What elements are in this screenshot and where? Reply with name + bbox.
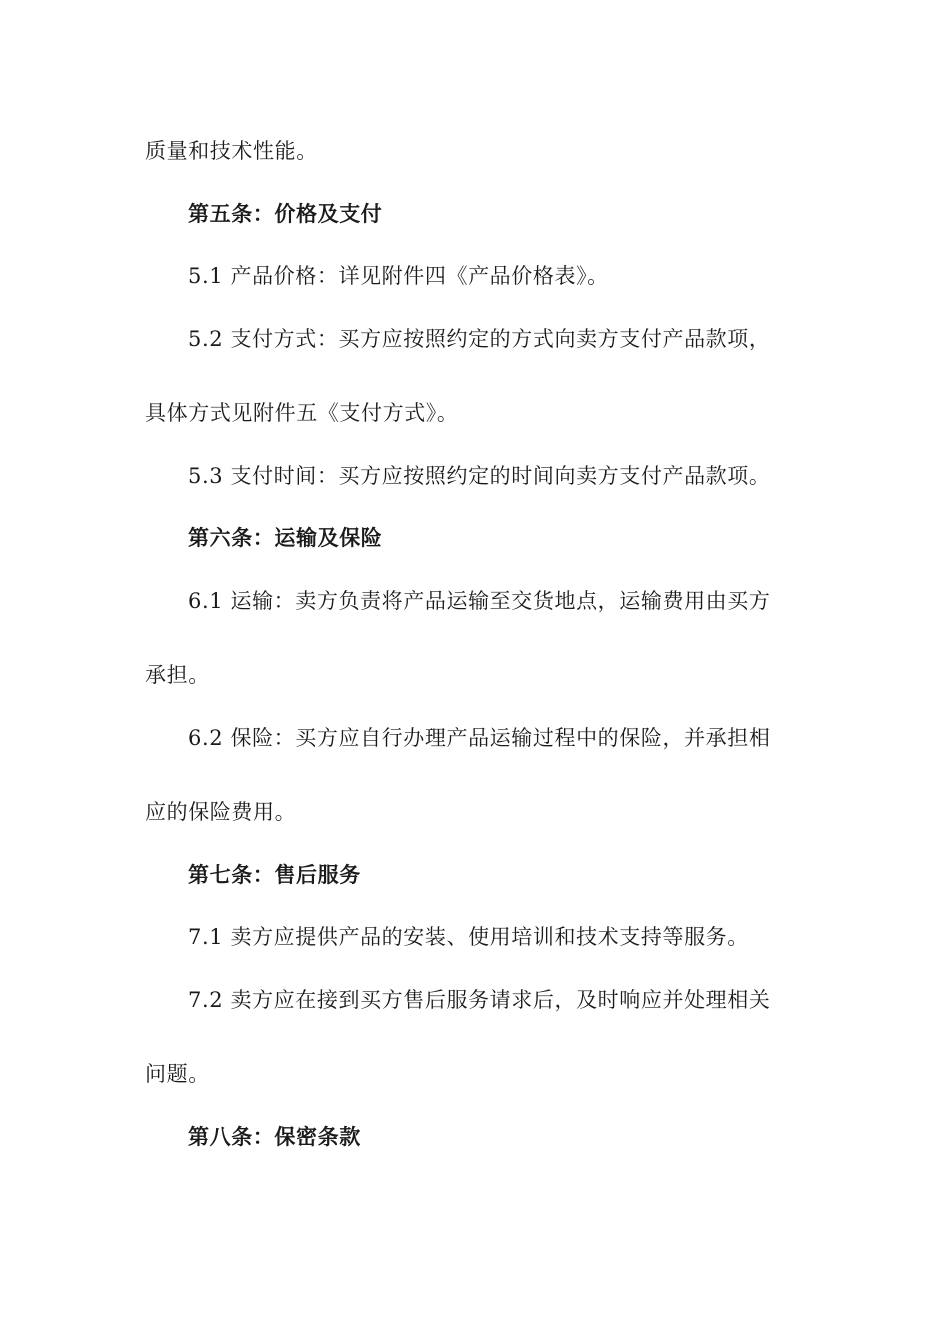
clause-7-2-continuation: 问题。 xyxy=(145,1062,210,1086)
section-heading-6: 第六条：运输及保险 xyxy=(188,526,383,550)
clause-5-2-continuation: 具体方式见附件五《支付方式》。 xyxy=(145,401,459,425)
clause-6-1-continuation: 承担。 xyxy=(145,663,210,687)
clause-5-2: 5.2 支付方式：买方应按照约定的方式向卖方支付产品款项， xyxy=(188,327,771,351)
section-heading-7: 第七条：售后服务 xyxy=(188,863,361,887)
paragraph-continuation: 质量和技术性能。 xyxy=(145,139,318,163)
clause-7-2: 7.2 卖方应在接到买方售后服务请求后，及时响应并处理相关 xyxy=(188,988,771,1012)
clause-5-3: 5.3 支付时间：买方应按照约定的时间向卖方支付产品款项。 xyxy=(188,464,771,488)
clause-6-2-continuation: 应的保险费用。 xyxy=(145,800,297,824)
section-heading-8: 第八条：保密条款 xyxy=(188,1125,361,1149)
clause-5-1: 5.1 产品价格：详见附件四《产品价格表》。 xyxy=(188,264,609,288)
clause-6-2: 6.2 保险：买方应自行办理产品运输过程中的保险，并承担相 xyxy=(188,726,771,750)
clause-7-1: 7.1 卖方应提供产品的安装、使用培训和技术支持等服务。 xyxy=(188,925,749,949)
clause-6-1: 6.1 运输：卖方负责将产品运输至交货地点，运输费用由买方 xyxy=(188,589,771,613)
section-heading-5: 第五条：价格及支付 xyxy=(188,202,383,226)
